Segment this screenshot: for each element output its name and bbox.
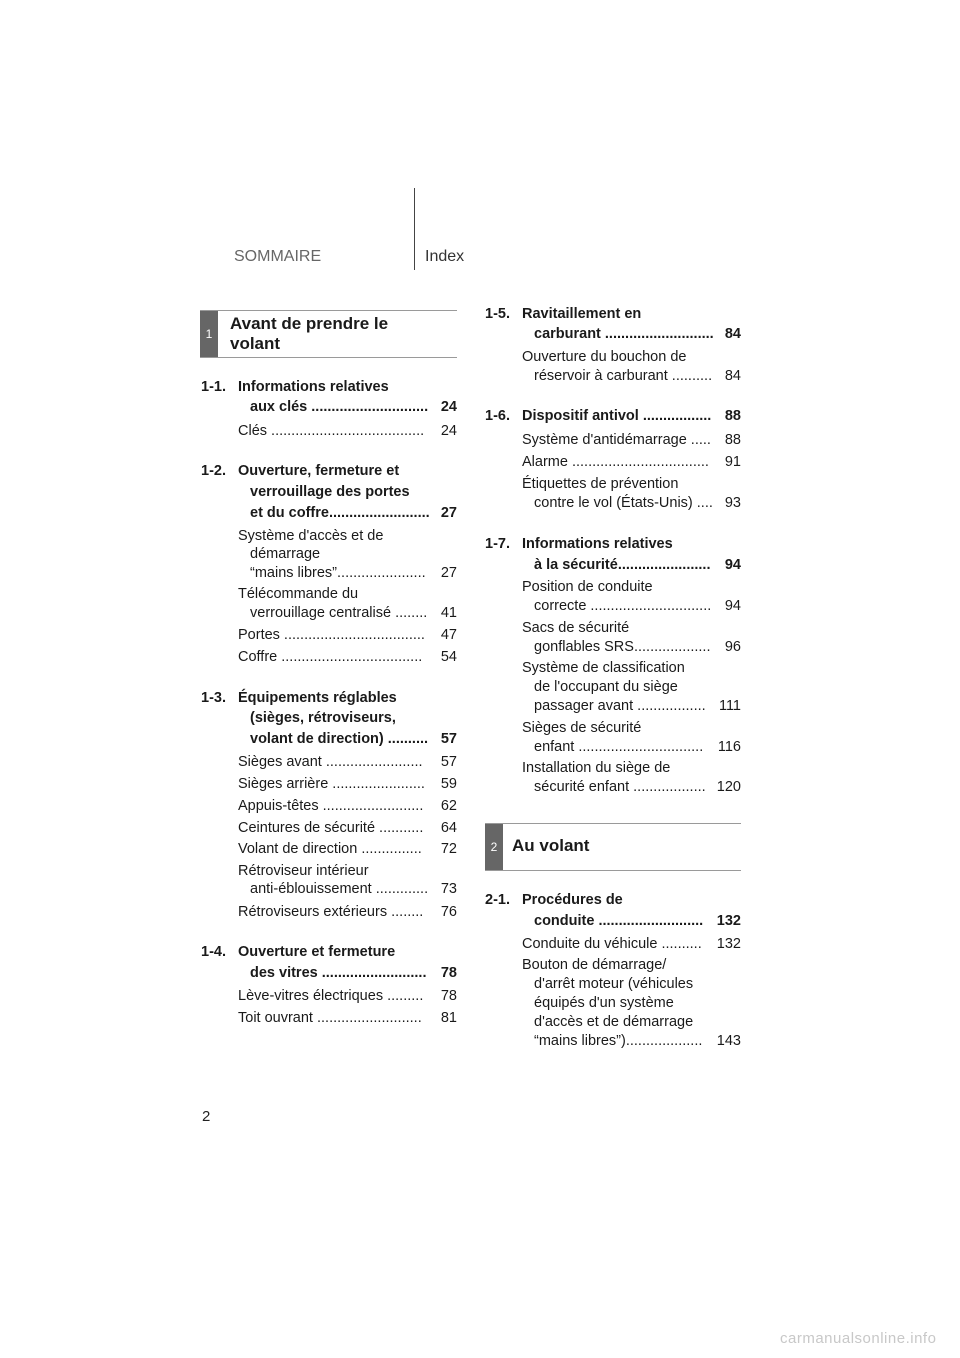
toc-page-volant: 72 <box>440 841 457 857</box>
toc-entry-etiquettes-l1[interactable]: Étiquettes de prévention <box>522 476 679 492</box>
toc-num-1-2: 1-2. <box>201 463 226 479</box>
toc-page-portes: 47 <box>440 627 457 643</box>
toc-entry-telecommande-l1[interactable]: Télécommande du <box>238 586 359 602</box>
toc-entry-bouton-l4[interactable]: d'accès et de démarrage <box>534 1014 694 1030</box>
toc-page-coffre: 54 <box>440 649 457 665</box>
toc-page-retro-int: 73 <box>440 881 457 897</box>
section-1-tab: 1 <box>200 311 218 357</box>
section-1-title-line2: volant <box>230 334 281 353</box>
sommaire-link[interactable]: SOMMAIRE <box>234 248 322 265</box>
toc-entry-1-3-l1[interactable]: Équipements réglables <box>238 690 397 706</box>
toc-page-antidemarrage: 88 <box>724 432 741 448</box>
toc-num-1-1: 1-1. <box>201 379 226 395</box>
toc-entry-1-2-l2[interactable]: verrouillage des portes <box>250 484 410 500</box>
toc-entry-acces-l1[interactable]: Système d'accès et de <box>238 528 384 544</box>
toc-page-conduite: 132 <box>716 936 741 952</box>
toc-entry-bouchon-l1[interactable]: Ouverture du bouchon de <box>522 349 687 365</box>
toc-entry-sieges-arriere[interactable]: Sièges arrière ....................... <box>238 776 425 792</box>
toc-entry-2-1-l1[interactable]: Procédures de <box>522 892 623 908</box>
toc-entry-acces-l2[interactable]: démarrage <box>250 546 321 562</box>
toc-entry-1-1-l2[interactable]: aux clés ............................. <box>250 399 429 415</box>
section-2-tab: 2 <box>485 824 503 870</box>
toc-entry-1-5-l2[interactable]: carburant ........................... <box>534 326 714 342</box>
toc-entry-etiquettes-l2[interactable]: contre le vol (États-Unis) .... <box>534 495 713 511</box>
toc-entry-position-l2[interactable]: correcte .............................. <box>534 598 712 614</box>
header-divider <box>414 188 415 270</box>
toc-page-bouton: 143 <box>716 1033 741 1049</box>
toc-num-1-7: 1-7. <box>485 536 510 552</box>
toc-entry-2-1-l2[interactable]: conduite .......................... <box>534 913 704 929</box>
toc-entry-acces-l3[interactable]: “mains libres”...................... <box>250 565 426 581</box>
toc-entry-sieges-securite-l1[interactable]: Sièges de sécurité <box>522 720 642 736</box>
toc-page-2-1: 132 <box>716 913 741 929</box>
toc-entry-portes[interactable]: Portes ................................... <box>238 627 425 643</box>
toc-entry-installation-l1[interactable]: Installation du siège de <box>522 760 671 776</box>
toc-entry-bouton-l1[interactable]: Bouton de démarrage/ <box>522 957 667 973</box>
toc-entry-leve-vitres[interactable]: Lève-vitres électriques ......... <box>238 988 424 1004</box>
toc-entry-retro-int-l2[interactable]: anti-éblouissement ............. <box>250 881 429 897</box>
toc-page-1-6: 88 <box>724 408 741 424</box>
toc-entry-conduite[interactable]: Conduite du véhicule .......... <box>522 936 702 952</box>
toc-page-sieges-securite: 116 <box>717 739 741 755</box>
toc-entry-ceintures[interactable]: Ceintures de sécurité ........... <box>238 820 424 836</box>
toc-entry-sieges-securite-l2[interactable]: enfant ............................... <box>534 739 704 755</box>
toc-page-ceintures: 64 <box>440 820 457 836</box>
toc-entry-bouton-l3[interactable]: équipés d'un système <box>534 995 674 1011</box>
toc-entry-1-3-l3[interactable]: volant de direction) .......... <box>250 731 429 747</box>
toc-entry-1-4-l1[interactable]: Ouverture et fermeture <box>238 944 396 960</box>
toc-num-1-4: 1-4. <box>201 944 226 960</box>
toc-num-2-1: 2-1. <box>485 892 510 908</box>
toc-entry-retro-int-l1[interactable]: Rétroviseur intérieur <box>238 863 369 879</box>
toc-entry-1-5-l1[interactable]: Ravitaillement en <box>522 306 642 322</box>
toc-entry-telecommande-l2[interactable]: verrouillage centralisé ........ <box>250 605 428 621</box>
toc-entry-sacs-l1[interactable]: Sacs de sécurité <box>522 620 630 636</box>
toc-page-acces: 27 <box>440 565 457 581</box>
toc-page-installation: 120 <box>716 779 741 795</box>
toc-entry-cles[interactable]: Clés ...................................... <box>238 423 425 439</box>
toc-entry-classification-l2[interactable]: de l'occupant du siège <box>534 679 678 695</box>
toc-entry-retro-ext[interactable]: Rétroviseurs extérieurs ........ <box>238 904 424 920</box>
toc-page-position: 94 <box>724 598 741 614</box>
toc-page-alarme: 91 <box>724 454 741 470</box>
toc-entry-position-l1[interactable]: Position de conduite <box>522 579 653 595</box>
toc-entry-classification-l1[interactable]: Système de classification <box>522 660 685 676</box>
toc-page-etiquettes: 93 <box>724 495 741 511</box>
footer-watermark: carmanualsonline.info <box>780 1330 937 1347</box>
toc-entry-1-7-l1[interactable]: Informations relatives <box>522 536 673 552</box>
toc-page-1-7: 94 <box>724 557 741 573</box>
toc-page-1-4: 78 <box>440 965 457 981</box>
toc-page-classification: 111 <box>718 698 741 714</box>
toc-entry-coffre[interactable]: Coffre ................................... <box>238 649 423 665</box>
toc-num-1-5: 1-5. <box>485 306 510 322</box>
section-1-header <box>200 310 457 358</box>
toc-page-sacs: 96 <box>724 639 741 655</box>
toc-page-cles: 24 <box>440 423 457 439</box>
page-number: 2 <box>202 1108 211 1125</box>
toc-entry-appuis-tetes[interactable]: Appuis-têtes ......................... <box>238 798 424 814</box>
toc-page-sieges-avant: 57 <box>440 754 457 770</box>
toc-entry-1-2-l3[interactable]: et du coffre......................... <box>250 505 430 521</box>
toc-entry-1-1-l1[interactable]: Informations relatives <box>238 379 389 395</box>
toc-page-1-1: 24 <box>440 399 457 415</box>
toc-entry-1-4-l2[interactable]: des vitres .......................... <box>250 965 427 981</box>
toc-entry-sacs-l2[interactable]: gonflables SRS................... <box>534 639 711 655</box>
toc-entry-alarme[interactable]: Alarme .................................. <box>522 454 709 470</box>
section-1-title-line1: Avant de prendre le <box>230 314 389 333</box>
toc-page-sieges-arriere: 59 <box>440 776 457 792</box>
toc-entry-toit-ouvrant[interactable]: Toit ouvrant .......................... <box>238 1010 422 1026</box>
toc-entry-1-7-l2[interactable]: à la sécurité....................... <box>534 557 711 573</box>
toc-entry-1-2-l1[interactable]: Ouverture, fermeture et <box>238 463 400 479</box>
toc-entry-bouchon-l2[interactable]: réservoir à carburant .......... <box>534 368 713 384</box>
toc-entry-1-3-l2[interactable]: (sièges, rétroviseurs, <box>250 710 396 726</box>
toc-entry-antidemarrage[interactable]: Système d'antidémarrage ..... <box>522 432 711 448</box>
toc-page-1-3: 57 <box>440 731 457 747</box>
toc-num-1-6: 1-6. <box>485 408 510 424</box>
toc-page-1-2: 27 <box>440 505 457 521</box>
section-2-title: Au volant <box>512 836 590 855</box>
toc-num-1-3: 1-3. <box>201 690 226 706</box>
toc-entry-sieges-avant[interactable]: Sièges avant ........................ <box>238 754 423 770</box>
toc-page-1-5: 84 <box>724 326 741 342</box>
toc-page-toit-ouvrant: 81 <box>440 1010 457 1026</box>
toc-entry-bouton-l5[interactable]: “mains libres”)................... <box>534 1033 703 1049</box>
toc-page-retro-ext: 76 <box>440 904 457 920</box>
toc-page-appuis-tetes: 62 <box>440 798 457 814</box>
toc-entry-bouton-l2[interactable]: d'arrêt moteur (véhicules <box>534 976 694 992</box>
toc-entry-installation-l2[interactable]: sécurité enfant .................. <box>534 779 706 795</box>
toc-page-leve-vitres: 78 <box>440 988 457 1004</box>
toc-entry-classification-l3[interactable]: passager avant ................. <box>534 698 706 714</box>
toc-entry-volant[interactable]: Volant de direction ............... <box>238 841 422 857</box>
toc-page-bouchon: 84 <box>724 368 741 384</box>
index-link[interactable]: Index <box>425 248 465 265</box>
toc-entry-1-6[interactable]: Dispositif antivol ................. <box>522 408 712 424</box>
toc-page-telecommande: 41 <box>440 605 457 621</box>
section-2-header <box>485 823 741 871</box>
